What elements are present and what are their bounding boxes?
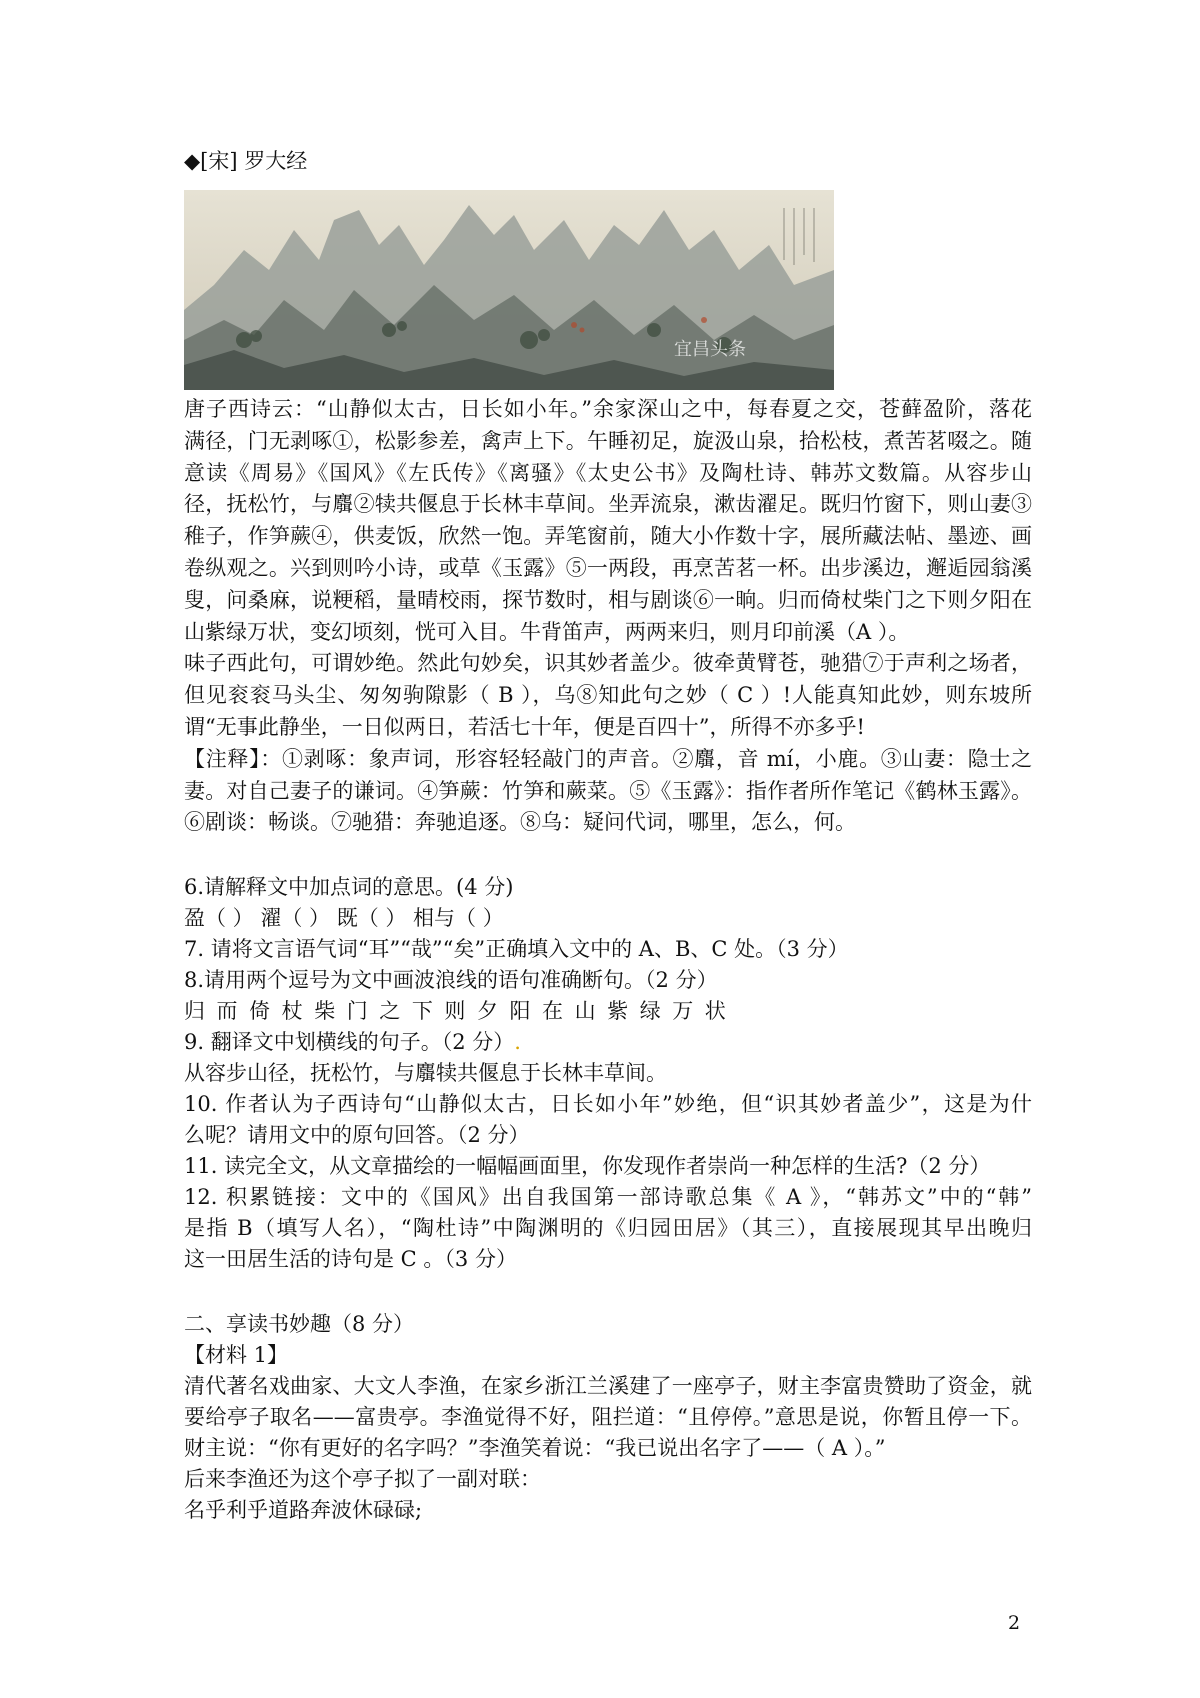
question-10-cont: 么呢？请用文中的原句回答。（2 分）	[184, 1123, 530, 1147]
question-8: 8.请用两个逗号为文中画波浪线的语句准确断句。（2 分）	[184, 968, 718, 992]
question-7: 7. 请将文言语气词“耳”“哉”“矣”正确填入文中的 A、B、C 处。（3 分）	[184, 937, 849, 961]
question-12: 12. 积累链接：文中的《国风》出自我国第一部诗歌总集《 A 》，“韩苏文”中的“韩”	[184, 1185, 1032, 1209]
note-line: 妻。对自己妻子的谦词。④笋蕨：竹笋和蕨菜。⑤《玉露》：指作者所作笔记《鹤林玉露》。	[184, 779, 1032, 803]
passage-line: 但见衮衮马头尘、匆匆驹隙影（ B ），乌⑧知此句之妙（ C ）!人能真知此妙，则东坡所	[184, 683, 1032, 707]
question-9-sentence: 从容步山径，抚松竹，与麛犊共偃息于长林丰草间。	[184, 1061, 667, 1085]
material-line: 后来李渔还为这个亭子拟了一副对联：	[184, 1467, 541, 1491]
question-12-cont: 是指 B（填写人名），“陶杜诗”中陶渊明的《归园田居》（其三），直接展现其早出晚归	[184, 1216, 1032, 1240]
material-line: 财主说：“你有更好的名字吗？”李渔笑着说：“我已说出名字了——（ A ）。”	[184, 1436, 886, 1460]
passage-line: 叟，问桑麻，说粳稻，量晴校雨，探节数时，相与剧谈⑥一晌。归而倚杖柴门之下则夕阳在	[184, 588, 1032, 612]
passage-line: 满径，门无剥啄①，松影参差，禽声上下。午睡初足，旋汲山泉，拾松枝，煮苦茗啜之。随	[184, 429, 1032, 453]
passage-line: 味子西此句，可谓妙绝。然此句妙矣，识其妙者盖少。彼牵黄臂苍，驰猎⑦于声利之场者，	[184, 651, 1032, 675]
note-line: ⑥剧谈：畅谈。⑦驰猎：奔驰追逐。⑧乌：疑问代词，哪里，怎么，何。	[184, 810, 856, 834]
watermark-text: 宜昌头条	[674, 339, 746, 360]
passage-line: 卷纵观之。兴到则吟小诗，或草《玉露》⑤一两段，再烹苦茗一杯。出步溪边，邂逅园翁溪	[184, 556, 1032, 580]
passage-line: 唐子西诗云：“山静似太古，日长如小年。”余家深山之中，每春夏之交，苍藓盈阶，落花	[184, 397, 1032, 421]
question-9-text: 9. 翻译文中划横线的句子。（2 分）	[184, 1030, 515, 1054]
question-8-sentence: 归而倚杖柴门之下则夕阳在山紫绿万状	[184, 999, 738, 1023]
question-9	[184, 1027, 521, 1057]
section-2-title: 二、享读书妙趣（8 分）	[184, 1312, 415, 1336]
passage-line: 山紫绿万状，变幻顷刻，恍可入目。牛背笛声，两两来归，则月印前溪（A ）。	[184, 620, 910, 644]
author-line: ◆[宋] 罗大经	[184, 149, 308, 173]
page-number: 2	[1008, 1612, 1021, 1634]
passage-line: 稚子，作笋蕨④，供麦饭，欣然一饱。弄笔窗前，随大小作数十字，展所藏法帖、墨迹、画	[184, 524, 1032, 548]
passage-line: 径，抚松竹，与麛②犊共偃息于长林丰草间。坐弄流泉，漱齿濯足。既归竹窗下，则山妻③	[184, 492, 1032, 516]
material-line: 要给亭子取名——富贵亭。李渔觉得不好，阻拦道：“且停停。”意思是说，你暂且停一下。	[184, 1405, 1032, 1429]
question-6: 6.请解释文中加点词的意思。(4 分)	[184, 875, 514, 899]
landscape-painting-art	[184, 190, 834, 390]
note-line: 【注释】：①剥啄：象声词，形容轻轻敲门的声音。②麛，音 mí，小鹿。③山妻：隐士之	[184, 747, 1032, 771]
material-line: 清代著名戏曲家、大文人李渔，在家乡浙江兰溪建了一座亭子，财主李富贵赞助了资金，就	[184, 1374, 1032, 1398]
question-11: 11. 读完全文，从文章描绘的一幅幅画面里，你发现作者崇尚一种怎样的生活?（2 分）	[184, 1154, 991, 1178]
question-6-blanks: 盈（ ） 濯（ ） 既（ ） 相与（ ）	[184, 906, 504, 930]
landscape-painting	[184, 190, 834, 390]
question-10: 10. 作者认为子西诗句“山静似太古，日长如小年”妙绝，但“识其妙者盖少”，这是为什	[184, 1092, 1032, 1116]
passage-line: 谓“无事此静坐，一日似两日，若活七十年，便是百四十”，所得不亦多乎!	[184, 715, 865, 739]
material-1-label: 【材料 1】	[184, 1343, 289, 1367]
passage-line: 意读《周易》《国风》《左氏传》《离骚》《太史公书》及陶杜诗、韩苏文数篇。从容步山	[184, 461, 1032, 485]
question-9-mark: .	[514, 1030, 521, 1054]
question-12-cont: 这一田居生活的诗句是 C 。（3 分）	[184, 1247, 517, 1271]
material-line: 名乎利乎道路奔波休碌碌;	[184, 1498, 423, 1522]
